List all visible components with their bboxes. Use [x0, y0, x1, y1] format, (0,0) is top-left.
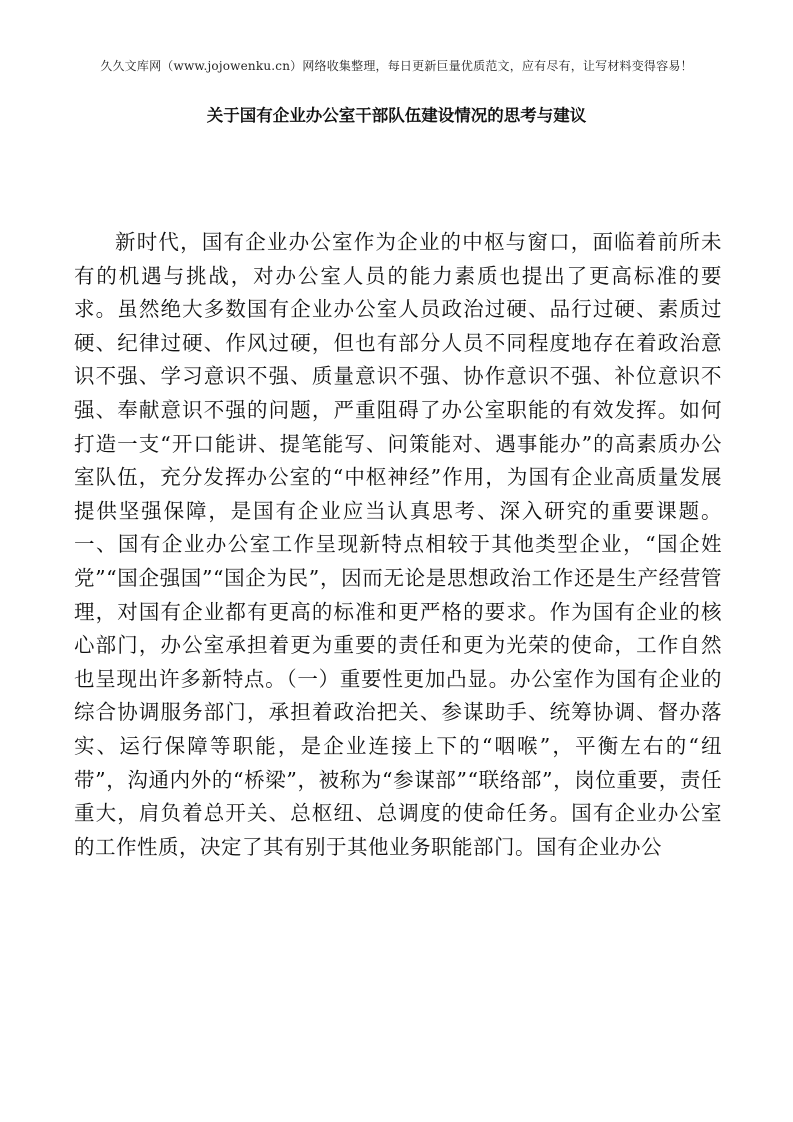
document-title: 关于国有企业办公室干部队伍建设情况的思考与建议	[206, 106, 587, 125]
body-paragraph: 新时代，国有企业办公室作为企业的中枢与窗口，面临着前所未有的机遇与挑战，对办公室人员的能力素质也提出了更高标准的要求。虽然绝大多数国有企业办公室人员政治过硬、品行过硬、素质过硬、纪律过硬、作风过硬，但也有部分人员不同程度地存在着政治意识不强、学习意识不强、质量意识不强、协作意识不强、补位意识不强、奉献意识不强的问题，严重阻碍了办公室职能的有效发挥。如何打造一支“开口能讲、提笔能写、问策能对、遇事能办”的高素质办公室队伍，充分发挥办公室的“中枢神经”作用，为国有企业高质量发展提供坚强保障，是国有企业应当认真思考、深入研究的重要课题。一、国有企业办公室工作呈现新特点相较于其他类型企业，“国企姓党”“国企强国”“国企为民”，因而无论是思想政治工作还是生产经营管理，对国有企业都有更高的标准和更严格的要求。作为国有企业的核心部门，办公室承担着更为重要的责任和更为光荣的使命，工作自然也呈现出许多新特点。（一）重要性更加凸显。办公室作为国有企业的综合协调服务部门，承担着政治把关、参谋助手、统筹协调、督办落实、运行保障等职能，是企业连接上下的“咽喉”，平衡左右的“纽带”，沟通内外的“桥梁”，被称为“参谋部”“联络部”，岗位重要，责任重大，肩负着总开关、总枢纽、总调度的使命任务。国有企业办公室的工作性质，决定了其有别于其他业务职能部门。国有企业办公	[74, 230, 722, 859]
page-header: 久久文库网（www.jojowenku.cn）网络收集整理，每日更新巨量优质范文，应有尽有，让写材料变得容易！	[100, 59, 693, 73]
